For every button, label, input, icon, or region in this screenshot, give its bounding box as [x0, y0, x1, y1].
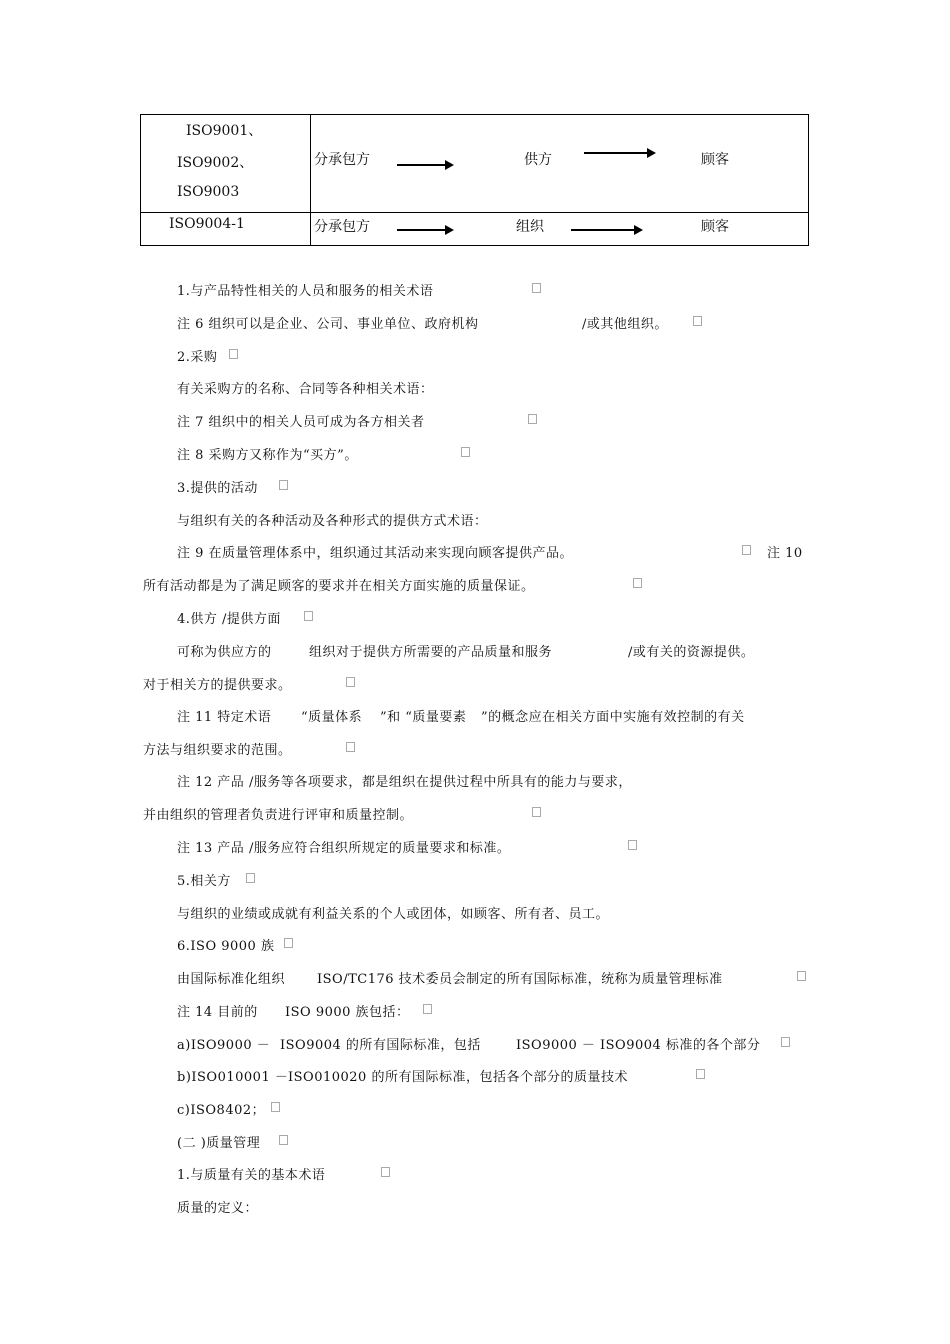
row1-supplier: 供方: [524, 152, 552, 168]
placeholder-box-icon: [742, 545, 751, 555]
placeholder-box-icon: [693, 316, 702, 326]
section-heading: 5.相关方: [177, 874, 231, 889]
table-row-divider: [141, 212, 808, 213]
row1-standard-3: ISO9003: [177, 184, 240, 200]
text-line: ISO010020 的所有国际标准，包括各个部分的质量技术: [288, 1070, 628, 1085]
placeholder-box-icon: [633, 578, 642, 588]
section-heading: 4.供方 /提供方面: [177, 612, 281, 627]
section-heading: (二 )质量管理: [177, 1136, 261, 1151]
text-line: 有关采购方的名称、合同等各种相关术语：: [177, 382, 434, 397]
placeholder-box-icon: [696, 1069, 705, 1079]
placeholder-box-icon: [229, 349, 238, 359]
placeholder-box-icon: [279, 480, 288, 490]
text-line: 注 7 组织中的相关人员可成为各方相关者: [177, 415, 425, 430]
text-line: 注 13 产品 /服务应符合组织所规定的质量要求和标准。: [177, 841, 511, 856]
text-line: ”的概念应在相关方面中实施有效控制的有关: [481, 710, 745, 725]
arrow-right-icon: [397, 164, 452, 166]
text-line: ”和 “质量要素: [380, 710, 467, 725]
placeholder-box-icon: [279, 1135, 288, 1145]
placeholder-box-icon: [532, 807, 541, 817]
arrow-right-icon: [584, 152, 654, 154]
row1-standard-1: ISO9001、: [186, 123, 263, 139]
text-line: b)ISO010001 －: [177, 1070, 289, 1085]
text-line: ISO9000 －: [516, 1038, 596, 1053]
placeholder-box-icon: [346, 677, 355, 687]
text-line: 注 6 组织可以是企业、公司、事业单位、政府机构: [177, 317, 479, 332]
text-line: “质量体系: [301, 710, 363, 725]
text-line: 1.与产品特性相关的人员和服务的相关术语: [177, 284, 434, 299]
placeholder-box-icon: [271, 1102, 280, 1112]
placeholder-box-icon: [304, 611, 313, 621]
row1-standard-2: ISO9002、: [177, 155, 254, 171]
row2-customer: 顾客: [701, 219, 729, 235]
text-line: 可称为供应方的: [177, 645, 272, 660]
arrow-right-icon: [397, 229, 452, 231]
section-heading: 3.提供的活动: [177, 481, 258, 496]
text-line: ISO9004 标准的各个部分: [600, 1038, 761, 1053]
text-line: a)ISO9000 －: [177, 1038, 271, 1053]
text-line: 与组织的业绩或成就有利益关系的个人或团体，如顾客、所有者、员工。: [177, 907, 610, 922]
text-line: 注 9 在质量管理体系中，组织通过其活动来实现向顾客提供产品。: [177, 546, 574, 561]
text-line: 注 10: [767, 546, 803, 561]
text-line: /或其他组织。: [582, 317, 668, 332]
arrow-right-icon: [571, 229, 641, 231]
text-line: 注 11 特定术语: [177, 710, 272, 725]
standards-table: [140, 114, 809, 246]
text-line: 质量的定义：: [177, 1201, 259, 1216]
text-line: 注 14 目前的: [177, 1005, 258, 1020]
placeholder-box-icon: [246, 873, 255, 883]
text-line: 组织对于提供方所需要的产品质量和服务: [309, 645, 553, 660]
text-line: ISO 9000 族包括：: [285, 1005, 410, 1020]
text-line: 并由组织的管理者负责进行评审和质量控制。: [143, 808, 414, 823]
text-line: 方法与组织要求的范围。: [143, 743, 292, 758]
section-heading: 1.与质量有关的基本术语: [177, 1168, 326, 1183]
table-column-divider: [310, 115, 311, 245]
text-line: 注 8 采购方又称作为“买方”。: [177, 448, 358, 463]
text-line: c)ISO8402；: [177, 1103, 266, 1118]
row1-subcontractor: 分承包方: [314, 152, 370, 168]
placeholder-box-icon: [532, 283, 541, 293]
text-line: 由国际标准化组织: [177, 972, 286, 987]
text-line: 对于相关方的提供要求。: [143, 678, 292, 693]
text-line: 注 12 产品 /服务等各项要求，都是组织在提供过程中所具有的能力与要求，: [177, 775, 632, 790]
placeholder-box-icon: [781, 1037, 790, 1047]
row2-organization: 组织: [516, 219, 544, 235]
placeholder-box-icon: [381, 1167, 390, 1177]
row2-subcontractor: 分承包方: [314, 219, 370, 235]
section-heading: 6.ISO 9000 族: [177, 939, 275, 954]
text-line: 所有活动都是为了满足顾客的要求并在相关方面实施的质量保证。: [143, 579, 535, 594]
row1-customer: 顾客: [701, 152, 729, 168]
section-heading: 2.采购: [177, 350, 218, 365]
placeholder-box-icon: [528, 414, 537, 424]
text-line: ISO9004 的所有国际标准，包括: [280, 1038, 481, 1053]
placeholder-box-icon: [423, 1004, 432, 1014]
text-line: ISO/TC176 技术委员会制定的所有国际标准，统称为质量管理标准: [317, 972, 723, 987]
placeholder-box-icon: [628, 840, 637, 850]
row2-standard: ISO9004-1: [169, 216, 245, 232]
text-line: 与组织有关的各种活动及各种形式的提供方式术语：: [177, 514, 488, 529]
text-line: /或有关的资源提供。: [628, 645, 755, 660]
placeholder-box-icon: [797, 971, 806, 981]
placeholder-box-icon: [461, 447, 470, 457]
placeholder-box-icon: [346, 742, 355, 752]
placeholder-box-icon: [284, 938, 293, 948]
